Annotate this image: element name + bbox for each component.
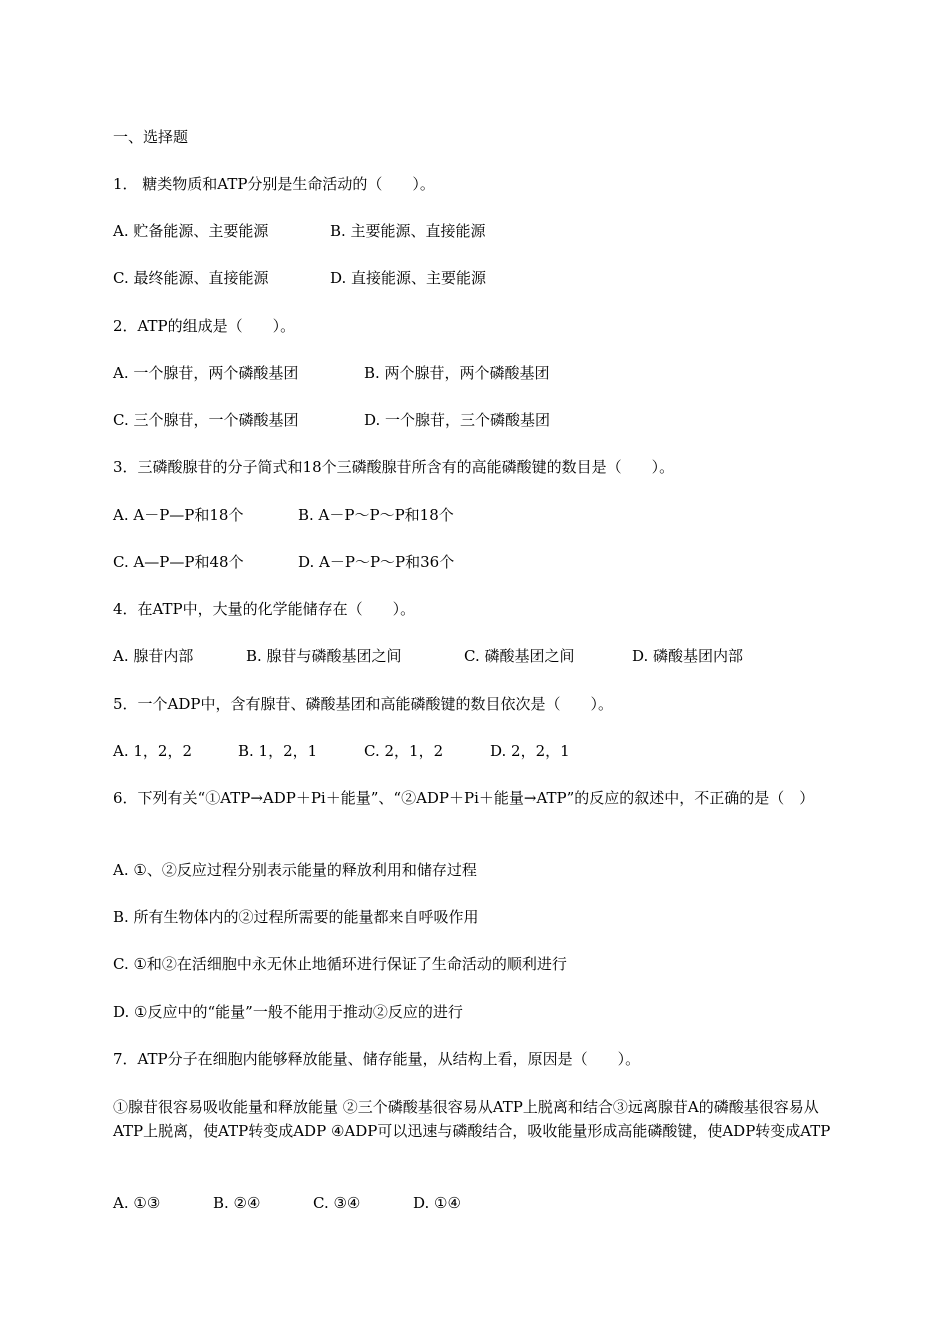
question-6-option-a: A. ①、②反应过程分别表示能量的释放利用和储存过程 <box>113 861 477 879</box>
question-1-option-b: B. 主要能源、直接能源 <box>330 222 486 240</box>
question-7-option-c: C. ③④ <box>313 1194 361 1212</box>
question-1-options-row-1 <box>113 219 835 243</box>
question-4-option-b: B. 腺苷与磷酸基团之间 <box>246 647 402 665</box>
question-6-option-b: B. 所有生物体内的②过程所需要的能量都来自呼吸作用 <box>113 908 479 926</box>
question-3-options-row-2 <box>113 550 835 574</box>
question-2-option-d: D. 一个腺苷，三个磷酸基团 <box>364 411 551 429</box>
question-4-stem: 4．在ATP中，大量的化学能储存在（ ）。 <box>113 600 416 618</box>
question-3-option-a: A. A－P—P和18个 <box>113 506 244 524</box>
question-3-options-row-1 <box>113 503 835 527</box>
question-2-option-c: C. 三个腺苷，一个磷酸基团 <box>113 411 299 429</box>
question-1-option-c: C. 最终能源、直接能源 <box>113 269 269 287</box>
question-6-stem: 6．下列有关“①ATP→ADP＋Pi＋能量”、“②ADP＋Pi＋能量→ATP”的反应的叙述中，不正确的是（ ） <box>113 789 815 807</box>
question-6-option-d: D. ①反应中的“能量”一般不能用于推动②反应的进行 <box>113 1003 463 1021</box>
question-2-option-a: A. 一个腺苷，两个磷酸基团 <box>113 364 299 382</box>
question-7-option-a: A. ①③ <box>113 1194 161 1212</box>
question-2-options-row-2 <box>113 408 835 432</box>
question-5-option-b: B. 1，2，1 <box>238 742 318 760</box>
question-3-option-b: B. A－P～P～P和18个 <box>298 506 454 524</box>
question-4-options-row <box>113 644 835 668</box>
question-5-option-d: D. 2，2，1 <box>490 742 570 760</box>
question-6-option-c: C. ①和②在活细胞中永无休止地循环进行保证了生命活动的顺利进行 <box>113 955 567 973</box>
question-7-option-b: B. ②④ <box>213 1194 261 1212</box>
question-1-option-a: A. 贮备能源、主要能源 <box>113 222 269 240</box>
question-7-options-row <box>113 1191 835 1215</box>
question-1-options-row-2 <box>113 266 835 290</box>
question-2-option-b: B. 两个腺苷，两个磷酸基团 <box>364 364 550 382</box>
question-5-stem: 5．一个ADP中，含有腺苷、磷酸基团和高能磷酸键的数目依次是（ ）。 <box>113 695 613 713</box>
question-1-stem: 1． 糖类物质和ATP分别是生命活动的（ ）。 <box>113 175 435 193</box>
question-7-option-d: D. ①④ <box>413 1194 461 1212</box>
question-4-option-a: A. 腺苷内部 <box>113 647 194 665</box>
question-3-option-c: C. A—P—P和48个 <box>113 553 244 571</box>
section-title: 一、选择题 <box>113 128 189 146</box>
question-5-option-a: A. 1，2，2 <box>113 742 192 760</box>
question-2-options-row-1 <box>113 361 835 385</box>
question-3-option-d: D. A－P～P～P和36个 <box>298 553 455 571</box>
question-4-option-d: D. 磷酸基团内部 <box>632 647 744 665</box>
question-5-options-row <box>113 739 835 763</box>
question-5-option-c: C. 2，1，2 <box>364 742 444 760</box>
question-2-stem: 2．ATP的组成是（ ）。 <box>113 317 296 335</box>
question-7-statements: ①腺苷很容易吸收能量和释放能量 ②三个磷酸基很容易从ATP上脱离和结合③远离腺苷A的磷酸基很容易从ATP上脱离，使ATP转变成ADP ④ADP可以迅速与磷酸结合，吸收能量形成高能磷酸键，使ADP转变成ATP <box>113 1098 831 1140</box>
question-1-option-d: D. 直接能源、主要能源 <box>330 269 487 287</box>
question-7-stem: 7．ATP分子在细胞内能够释放能量、储存能量，从结构上看，原因是（ ）。 <box>113 1050 641 1068</box>
question-4-option-c: C. 磷酸基团之间 <box>464 647 575 665</box>
question-3-stem: 3．三磷酸腺苷的分子简式和18个三磷酸腺苷所含有的高能磷酸键的数目是（ ）。 <box>113 458 675 476</box>
